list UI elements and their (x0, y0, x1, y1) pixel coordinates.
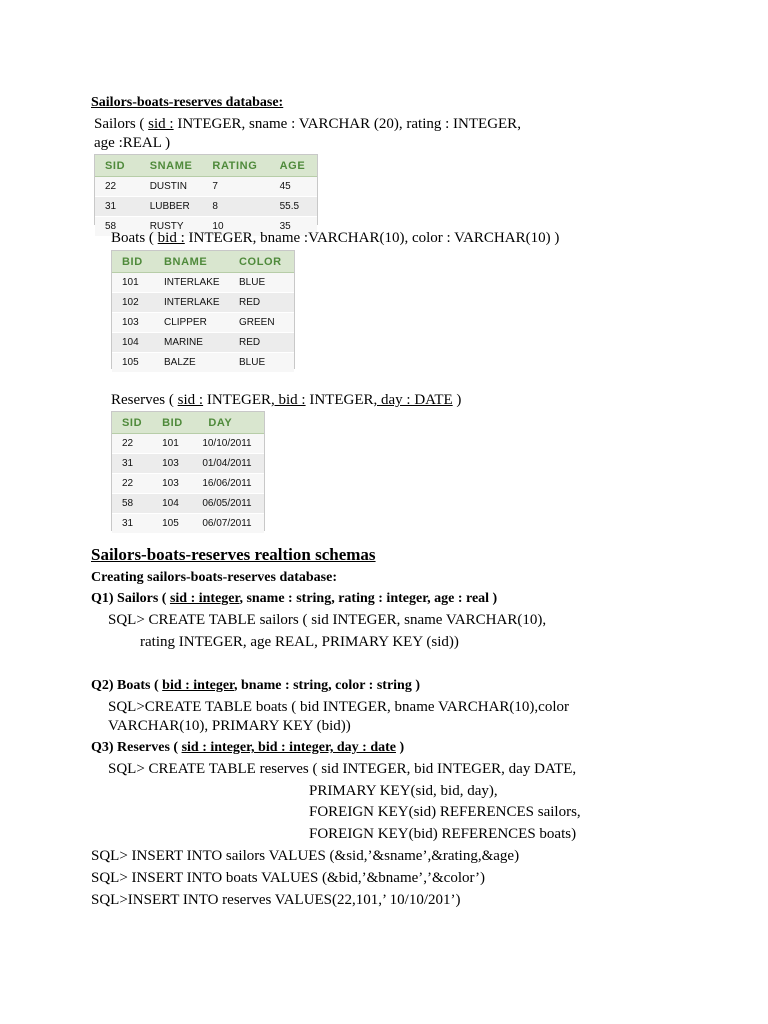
insert-boats: SQL> INSERT INTO boats VALUES (&bid,’&bname’,’&color’) (91, 870, 486, 886)
table-row (112, 474, 264, 494)
q1-sql-line2: rating INTEGER, age REAL, PRIMARY KEY (sid)) (140, 634, 459, 650)
sailors-header-sid: SID (95, 155, 140, 177)
reserves-schema-mid2: INTEGER (305, 392, 374, 408)
table-cell: 22 (95, 177, 140, 197)
boats-header-bid: BID (112, 251, 154, 273)
sailors-schema-rest: INTEGER, sname : VARCHAR (20), rating : INTEGER, (173, 116, 521, 132)
q2-bid: bid : integer (162, 678, 234, 693)
table-cell: 7 (202, 177, 269, 197)
table-cell: GREEN (229, 313, 294, 333)
table-cell: 22 (112, 474, 152, 494)
table-cell: 58 (112, 494, 152, 514)
q1-rest: , sname : string, rating : integer, age : real ) (239, 591, 498, 606)
table-cell: 45 (270, 177, 317, 197)
table-cell: 105 (112, 353, 154, 373)
reserves-schema (111, 390, 461, 410)
reserves-schema-mid1: INTEGER (203, 392, 271, 408)
table-cell: 103 (152, 474, 192, 494)
table-cell: MARINE (154, 333, 229, 353)
table-cell: 31 (112, 514, 152, 534)
q2-prefix: Q2) Boats ( (91, 678, 163, 693)
table-cell: 103 (112, 313, 154, 333)
table-row (112, 514, 264, 534)
table-cell: RED (229, 293, 294, 313)
table-row (112, 293, 294, 313)
table-cell: 06/07/2011 (192, 514, 264, 534)
table-cell: 16/06/2011 (192, 474, 264, 494)
table-cell: 22 (112, 434, 152, 454)
q1-sql-line1: SQL> CREATE TABLE sailors ( sid INTEGER, sname VARCHAR(10), (108, 612, 547, 628)
table-cell: LUBBER (140, 197, 203, 217)
table-cell: 55.5 (270, 197, 317, 217)
table-cell: RED (229, 333, 294, 353)
q3-prefix: Q3) Reserves ( (91, 740, 182, 755)
sailors-header-age: AGE (270, 155, 317, 177)
table-cell: 102 (112, 293, 154, 313)
reserves-schema-day: , day : DATE (373, 392, 453, 408)
boats-schema-bid: bid : (157, 230, 185, 246)
boats-header-bname: BNAME (154, 251, 229, 273)
table-row (112, 273, 294, 293)
sailors-table (94, 154, 318, 232)
table-cell: 58 (95, 217, 140, 237)
table-row (112, 454, 264, 474)
table-cell: 10 (202, 217, 269, 237)
q3-sql-line3: FOREIGN KEY(sid) REFERENCES sailors, (309, 804, 581, 820)
q3-end: ) (396, 740, 405, 755)
table-cell: 104 (152, 494, 192, 514)
sailors-schema-line1 (94, 114, 521, 134)
table-cell: 101 (112, 273, 154, 293)
database-heading: Sailors-boats-reserves database: (91, 95, 284, 110)
table-cell: CLIPPER (154, 313, 229, 333)
q2-sql-line1: SQL>CREATE TABLE boats ( bid INTEGER, bname VARCHAR(10),color (108, 699, 569, 715)
schemas-heading: Sailors-boats-reserves realtion schemas (91, 545, 376, 564)
table-row (112, 313, 294, 333)
boats-schema-rest: INTEGER, bname :VARCHAR(10), color : VARCHAR(10) ) (184, 230, 560, 246)
sailors-schema-sid: sid : (148, 116, 174, 132)
q3-sql-line4: FOREIGN KEY(bid) REFERENCES boats) (309, 826, 577, 842)
reserves-schema-sid: sid : (177, 392, 204, 408)
q2-rest: , bname : string, color : string ) (234, 678, 420, 693)
boats-header-color: COLOR (229, 251, 294, 273)
table-row (112, 434, 264, 454)
q1-sid: sid : integer (169, 591, 240, 606)
sailors-header-sname: SNAME (140, 155, 203, 177)
reserves-header-bid: BID (152, 412, 192, 434)
sailors-schema-prefix: Sailors ( (94, 116, 149, 132)
table-cell: 101 (152, 434, 192, 454)
reserves-header-day: DAY (192, 412, 264, 434)
reserves-table (111, 411, 265, 531)
table-cell: 31 (95, 197, 140, 217)
table-cell: 35 (270, 217, 317, 237)
table-cell: 105 (152, 514, 192, 534)
reserves-schema-end: ) (452, 392, 462, 408)
q2-title (91, 676, 420, 696)
table-row (112, 353, 294, 373)
sailors-schema-line2: age :REAL ) (94, 135, 171, 151)
q1-title (91, 589, 497, 609)
boats-schema (111, 228, 559, 248)
table-cell: BLUE (229, 353, 294, 373)
q1-prefix: Q1) Sailors ( (91, 591, 170, 606)
table-cell: INTERLAKE (154, 293, 229, 313)
table-cell: RUSTY (140, 217, 203, 237)
table-cell: 01/04/2011 (192, 454, 264, 474)
table-cell: BLUE (229, 273, 294, 293)
insert-sailors: SQL> INSERT INTO sailors VALUES (&sid,’&sname’,&rating,&age) (91, 848, 520, 864)
table-row (112, 333, 294, 353)
table-cell: DUSTIN (140, 177, 203, 197)
q3-title (91, 738, 404, 758)
table-cell: 8 (202, 197, 269, 217)
creating-heading: Creating sailors-boats-reserves database: (91, 570, 338, 585)
table-cell: 10/10/2011 (192, 434, 264, 454)
table-row (95, 197, 317, 217)
q3-sql-line1: SQL> CREATE TABLE reserves ( sid INTEGER, bid INTEGER, day DATE, (108, 761, 577, 777)
table-cell: 31 (112, 454, 152, 474)
table-cell: 06/05/2011 (192, 494, 264, 514)
reserves-schema-bid: , bid : (271, 392, 306, 408)
reserves-header-sid: SID (112, 412, 152, 434)
table-row (112, 494, 264, 514)
q3-sql-line2: PRIMARY KEY(sid, bid, day), (309, 783, 498, 799)
table-row (95, 177, 317, 197)
table-cell: BALZE (154, 353, 229, 373)
boats-table (111, 250, 295, 369)
table-cell: 103 (152, 454, 192, 474)
table-cell: INTERLAKE (154, 273, 229, 293)
reserves-schema-prefix: Reserves ( (111, 392, 178, 408)
insert-reserves: SQL>INSERT INTO reserves VALUES(22,101,’ 10/10/201’) (91, 892, 461, 908)
sailors-header-rating: RATING (202, 155, 269, 177)
q3-keys: sid : integer, bid : integer, day : date (181, 740, 396, 755)
table-cell: 104 (112, 333, 154, 353)
boats-schema-prefix: Boats ( (111, 230, 158, 246)
q2-sql-line2: VARCHAR(10), PRIMARY KEY (bid)) (108, 718, 351, 734)
